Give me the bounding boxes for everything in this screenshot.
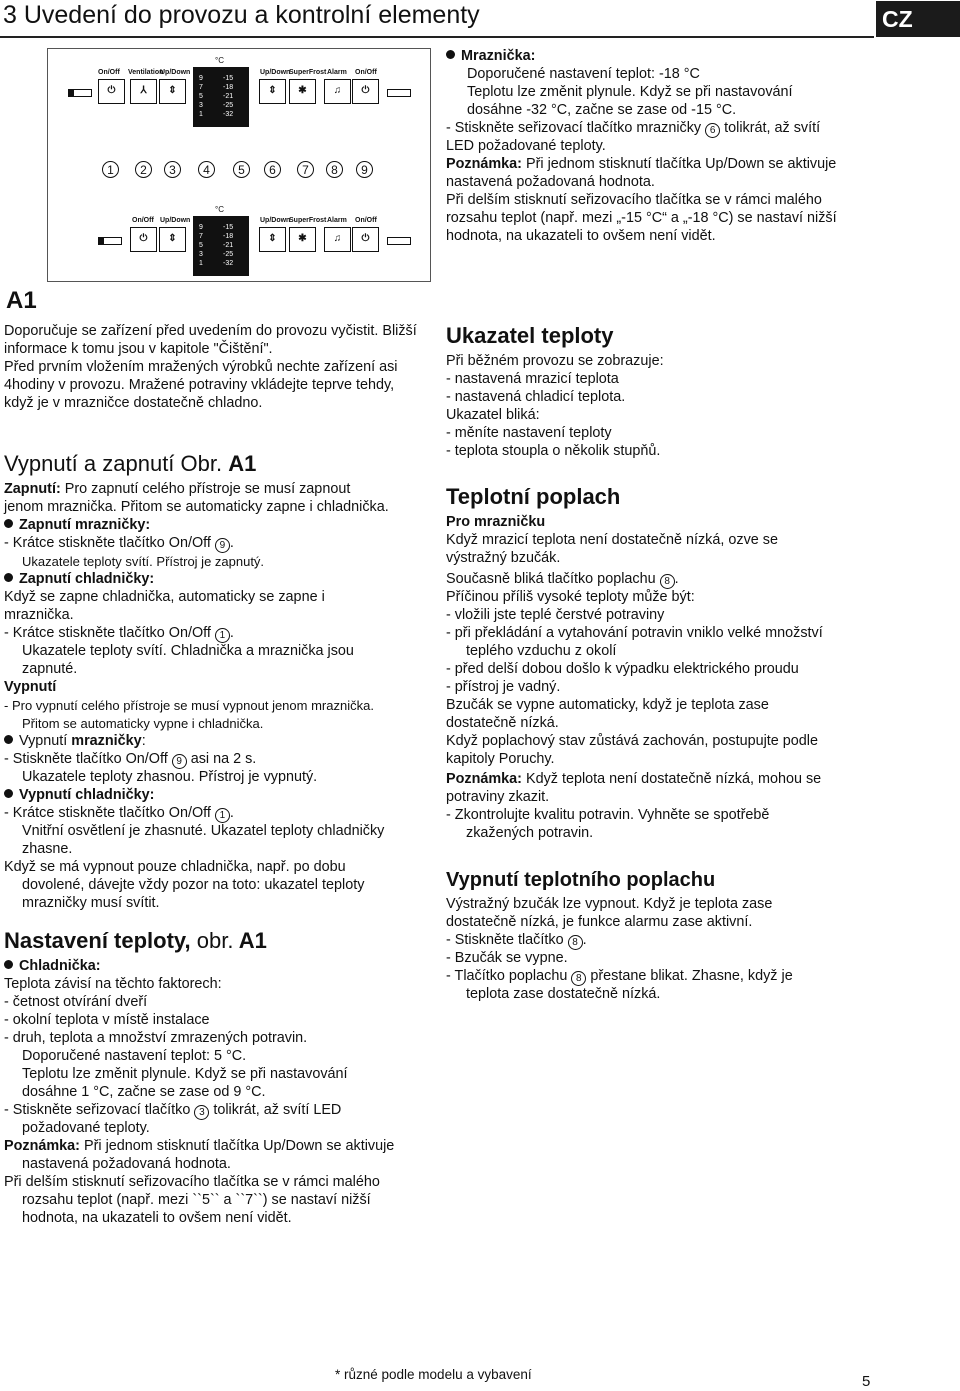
freezer-power-button[interactable]: ⏻ — [352, 79, 379, 104]
display-unit: °C — [215, 56, 224, 65]
label-alarm-2: Alarm — [327, 217, 347, 224]
bullet-icon — [4, 960, 13, 969]
page-title: 3 Uvedení do provozu a kontrolní elementy — [3, 1, 480, 29]
callout-7: 7 — [297, 161, 314, 178]
control-panel-figure — [47, 48, 431, 282]
freezer-indicator-icon-2 — [387, 237, 411, 245]
freezer-indicator-icon — [387, 89, 411, 97]
figure-label: A1 — [6, 287, 37, 314]
label-onoff-freezer-2: On/Off — [355, 217, 377, 224]
callout-4: 4 — [198, 161, 215, 178]
label-ventilation: Ventilation — [128, 69, 164, 76]
freezer-heading: Mraznička: — [446, 48, 535, 66]
bullet-icon — [4, 789, 13, 798]
header-divider — [0, 36, 874, 38]
temperature-display-2: °C 9 7 5 3 1 -15 -18 -21 -25 -32 — [193, 216, 249, 276]
section-temperature-heading: Nastavení teploty, obr. A1 — [4, 928, 267, 953]
ventilation-button[interactable]: ⅄ — [130, 79, 157, 104]
section-alarm-off-heading: Vypnutí teplotního poplachu — [446, 869, 716, 891]
section-indicator-heading: Ukazatel teploty — [446, 323, 614, 348]
label-onoff-freezer: On/Off — [355, 69, 377, 76]
callout-2: 2 — [135, 161, 152, 178]
page-number: 5 — [862, 1373, 871, 1390]
callout-5: 5 — [233, 161, 250, 178]
fridge-indicator-icon — [68, 89, 92, 97]
fridge-indicator-icon-2 — [98, 237, 122, 245]
section-alarm-heading: Teplotní poplach — [446, 484, 621, 509]
fridge-updown-button[interactable]: ⇕ — [159, 79, 186, 104]
callout-9: 9 — [356, 161, 373, 178]
label-superfrost-2: SuperFrost — [289, 217, 327, 224]
fridge-updown-button-2[interactable]: ⇕ — [159, 227, 186, 252]
bullet-icon — [4, 573, 13, 582]
label-updown-fridge-2: Up/Down — [160, 217, 191, 224]
superfrost-button-2[interactable]: ✱ — [289, 227, 316, 252]
label-alarm: Alarm — [327, 69, 347, 76]
temperature-display: °C 9 7 5 3 1 -15 -18 -21 -25 -32 — [193, 67, 249, 127]
callout-1: 1 — [102, 161, 119, 178]
bullet-icon — [446, 50, 455, 59]
label-onoff-fridge: On/Off — [98, 69, 120, 76]
freezer-updown-button-2[interactable]: ⇕ — [259, 227, 286, 252]
bullet-icon — [4, 519, 13, 528]
label-updown-freezer: Up/Down — [260, 69, 291, 76]
section-on-off-heading: Vypnutí a zapnutí Obr. A1 — [4, 451, 257, 476]
callout-8: 8 — [326, 161, 343, 178]
callout-3: 3 — [164, 161, 181, 178]
callout-6: 6 — [264, 161, 281, 178]
label-onoff-fridge-2: On/Off — [132, 217, 154, 224]
bullet-icon — [4, 735, 13, 744]
freezer-updown-button[interactable]: ⇕ — [259, 79, 286, 104]
alarm-button-2[interactable]: ♫ — [324, 227, 351, 252]
footer-note: * různé podle modelu a vybavení — [335, 1367, 532, 1382]
label-superfrost: SuperFrost — [289, 69, 327, 76]
language-badge: CZ — [876, 1, 960, 37]
label-updown-freezer-2: Up/Down — [260, 217, 291, 224]
fridge-power-button[interactable]: ⏻ — [98, 79, 125, 104]
superfrost-button[interactable]: ✱ — [289, 79, 316, 104]
alarm-button[interactable]: ♫ — [324, 79, 351, 104]
label-updown-fridge: Up/Down — [160, 69, 191, 76]
freezer-power-button-2[interactable]: ⏻ — [352, 227, 379, 252]
fridge-power-button-2[interactable]: ⏻ — [130, 227, 157, 252]
